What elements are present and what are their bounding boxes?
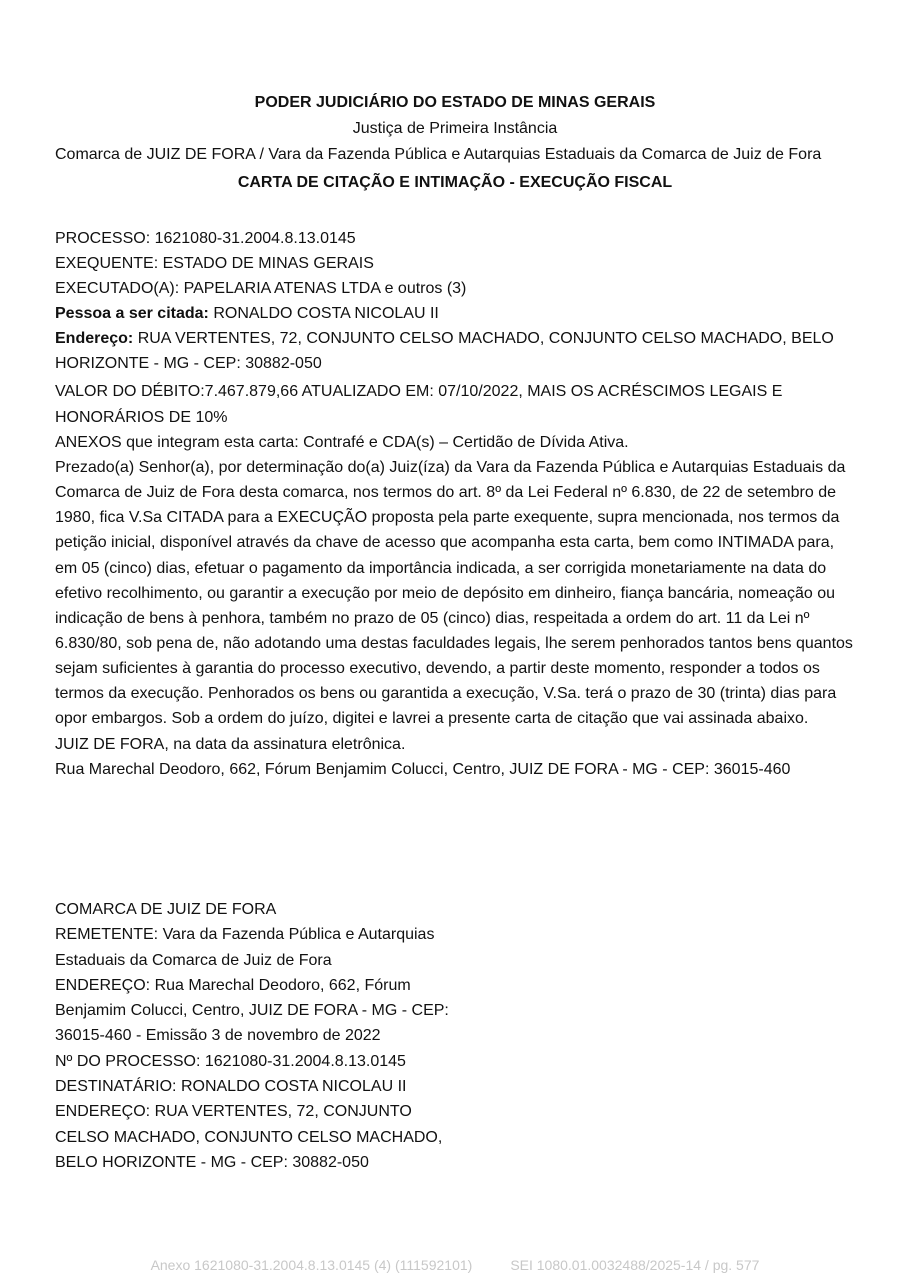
envelope-sender-address: ENDEREÇO: Rua Marechal Deodoro, 662, Fórum Benjamim Colucci, Centro, JUIZ DE FORA - MG - CEP: 36015-460 - Emissão 3 de novembro de 2022	[55, 976, 449, 1045]
comarca-line: Comarca de JUIZ DE FORA / Vara da Fazenda Pública e Autarquias Estaduais da Comarca de Juiz de Fora	[55, 146, 822, 163]
envelope-process-number: Nº DO PROCESSO: 1621080-31.2004.8.13.0145	[55, 1052, 406, 1070]
exequente: EXEQUENTE: ESTADO DE MINAS GERAIS	[55, 254, 374, 272]
person-to-cite-label: Pessoa a ser citada:	[55, 305, 209, 323]
executado: EXECUTADO(A): PAPELARIA ATENAS LTDA e outros (3)	[55, 279, 467, 297]
court-address: Rua Marechal Deodoro, 662, Fórum Benjamim Colucci, Centro, JUIZ DE FORA - MG - CEP: 36015-460	[55, 760, 791, 778]
envelope-comarca: COMARCA DE JUIZ DE FORA	[55, 901, 277, 918]
footer-annex-ref: Anexo 1621080-31.2004.8.13.0145 (4) (111592101)	[150, 1257, 473, 1273]
case-details	[55, 226, 855, 455]
document-title: CARTA DE CITAÇÃO E INTIMAÇÃO - EXECUÇÃO FISCAL	[237, 173, 673, 191]
envelope-recipient: DESTINATÁRIO: RONALDO COSTA NICOLAU II	[55, 1078, 407, 1096]
person-to-cite	[55, 301, 855, 326]
envelope-sender: REMETENTE: Vara da Fazenda Pública e Autarquias Estaduais da Comarca de Juiz de Fora	[55, 926, 435, 969]
person-to-cite-value: RONALDO COSTA NICOLAU II	[208, 305, 439, 323]
attachments: ANEXOS que integram esta carta: Contrafé e CDA(s) – Certidão de Dívida Ativa.	[55, 433, 629, 451]
document-page	[55, 90, 855, 782]
process-number: PROCESSO: 1621080-31.2004.8.13.0145	[55, 229, 356, 247]
debt-amount: VALOR DO DÉBITO:7.467.879,66 ATUALIZADO EM: 07/10/2022, MAIS OS ACRÉSCIMOS LEGAIS E HONORÁRIOS DE 10%	[55, 383, 783, 426]
court-heading: PODER JUDICIÁRIO DO ESTADO DE MINAS GERAIS	[254, 94, 656, 111]
envelope-recipient-address: ENDEREÇO: RUA VERTENTES, 72, CONJUNTO CELSO MACHADO, CONJUNTO CELSO MACHADO, BELO HORIZONTE - MG - CEP: 30882-050	[55, 1103, 443, 1171]
address	[55, 326, 855, 376]
citation-paragraph: Prezado(a) Senhor(a), por determinação do(a) Juiz(íza) da Vara da Fazenda Pública e Autarquias Estaduais da Comarca de Juiz de Fora desta comarca, nos termos do art. 8º da Lei Federal nº 6.830, de 22 de setembro de 1980, fica V.Sa CITADA para a EXECUÇÃO proposta pela parte exequente, supra mencionada, nos termos da petição inicial, disponível através da chave de acesso que acompanha esta carta, bem como INTIMADA para, em 05 (cinco) dias, efetuar o pagamento da importância indicada, a ser corrigida monetariamente na data do efetivo recolhimento, ou garantir a execução por meio de depósito em dinheiro, fiança bancária, nomeação ou indicação de bens à penhora, também no prazo de 05 (cinco) dias, respeitada a ordem do art. 11 da Lei nº 6.830/80, sob pena de, não adotando uma destas faculdades legais, lhe serem penhorados tantos bens quantos sejam suficientes à garantia do processo executivo, devendo, a partir deste momento, responder a todos os termos da execução. Penhorados os bens ou garantida a execução, V.Sa. terá o prazo de 30 (trinta) dias para opor embargos. Sob a ordem do juízo, digitei e lavrei a presente carta de citação que vai assinada abaixo.	[55, 458, 853, 728]
place-date: JUIZ DE FORA, na data da assinatura eletrônica.	[55, 735, 406, 753]
page-footer	[0, 1255, 910, 1275]
address-label: Endereço:	[55, 330, 134, 348]
address-value: RUA VERTENTES, 72, CONJUNTO CELSO MACHADO, CONJUNTO CELSO MACHADO, BELO HORIZONTE - MG - CEP: 30882-050	[55, 330, 834, 373]
envelope-block	[55, 897, 465, 1175]
instance-subheading: Justiça de Primeira Instância	[352, 120, 558, 137]
footer-sei-ref: SEI 1080.01.0032488/2025-14 / pg. 577	[510, 1257, 760, 1273]
